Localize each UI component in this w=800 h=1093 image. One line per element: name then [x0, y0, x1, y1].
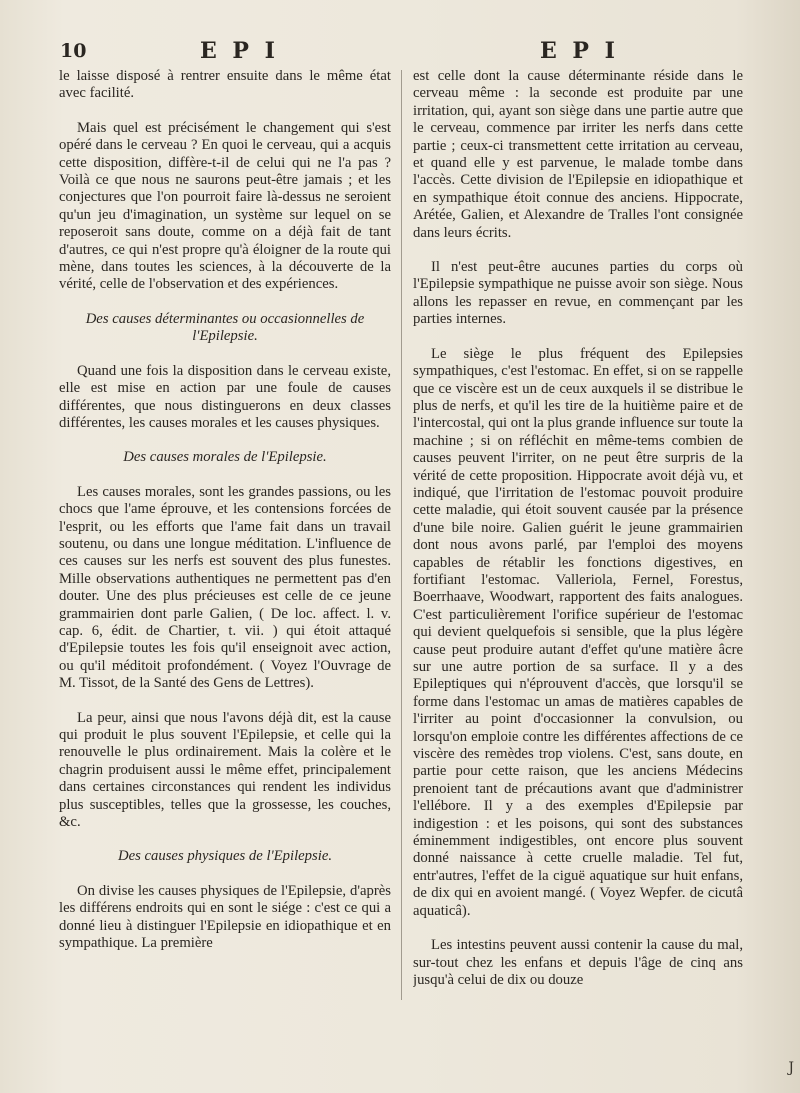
section-heading: Des causes déterminantes ou occasionnelles de l'Epilepsie. [85, 310, 365, 345]
page-number: 10 [60, 40, 87, 62]
paragraph: Les intestins peuvent aussi contenir la cause du mal, sur-tout chez les enfans et depuis l'âge de cinq ans jusqu'à celui de dix ou douze [413, 937, 743, 988]
paragraph: Il n'est peut-être aucunes parties du corps où l'Epilepsie sympathique ne puisse avoir son siège. Nous allons les repasser en revue, en commençant par les parties internes. [413, 259, 743, 328]
paragraph: Les causes morales, sont les grandes passions, ou les chocs que l'ame éprouve, et les contensions forcées de l'esprit, ou les efforts que l'ame fait dans un travail soutenu, ou dans une longue méditation. L'influence de ces causes sur les nerfs est souvent des plus funestes. Mille observations authentiques ne permettent pas d'en douter. Une des plus précieuses est celle de ce jeune grammairien dont parle Galien, ( De loc. affect. l. v. cap. 6, édit. de Chartier, t. vii. ) qui étoit attaqué d'Epilepsie toutes les fois qu'il enseignoit avec action, ou qu'il méditoit profondément. ( Voyez l'Ouvrage de M. Tissot, de la Santé des Gens de Lettres). [59, 483, 391, 692]
paragraph: Le siège le plus fréquent des Epilepsies sympathiques, c'est l'estomac. En effet, si on se rappelle que ce viscère est un de ceux auxquels il se distribue le plus de nerfs, et qu'il les tire de la huitième paire et de l'intercostal, qui ont la plus grande influence sur toute la machine ; si on réfléchit en même-tems combien de causes peuvent l'irriter, on ne peut être surpris de la vérité de cette proposition. Hippocrate avoit déjà vu, et indiqué, que l'irritation de l'estomac pouvoit produire cette maladie, qui étoit souvent causée par la présence d'une bile noire. Galien guérit le jeune grammairien dont nous avons parlé, par l'emploi des moyens capables de rétablir les fonctions digestives, en fortifiant l'estomac. Valleriola, Fernel, Forestus, Boerrhaave, Woodwart, rapportent des faits analogues. C'est particulièrement l'orifice supérieur de l'estomac qui devient quelquefois si sensible, que la plus légère cause peut produire autant d'effet qu'une matière âcre sur une autre portion de sa surface. Il y a des Epileptiques qui n'éprouvent d'accès, que lorsqu'il se forme dans l'estomac un amas de matières capables de l'irriter au point d'occasionner la convulsion, ou lorsqu'on emploie contre les différentes affections de ce viscère des remèdes trop violens. C'est, sans doute, en partie pour cette raison, que les anciens Médecins prenoient tant de précautions avant que d'administrer l'ellébore. Il y a des exemples d'Epilepsie par indigestion : et les poisons, qui sont des substances éminemment indigestibles, ont encore plus souvent donné naissance à cette cruelle maladie. Tel fut, entr'autres, l'effet de la ciguë aquatique sur huit enfans, de dix qui en avoient mangé. ( Voyez Wepfer. de cicutâ aquaticâ). [413, 345, 743, 919]
section-heading: Des causes morales de l'Epilepsie. [123, 449, 327, 466]
running-head-left: E P I [200, 38, 279, 64]
section-heading: Des causes physiques de l'Epilepsie. [117, 848, 333, 865]
paragraph: La peur, ainsi que nous l'avons déjà dit, est la cause qui produit le plus souvent l'Epilepsie, et celle qui la renouvelle le plus ordinairement. Mais la colère et le chagrin produisent aussi le même effet, principalement dans certaines circonstances qui rendent les individus plus susceptibles, telles que la grossesse, les couches, &c. [59, 709, 391, 831]
paragraph: le laisse disposé à rentrer ensuite dans le même état avec facilité. [59, 68, 391, 102]
left-column [59, 68, 391, 1083]
paragraph: est celle dont la cause déterminante réside dans le cerveau même : la seconde est produite par une irritation, qui, ayant son siège dans une partie autre que le cerveau, commence par irriter les nerfs dans cette partie ; ceux-ci transmettent cette irritation au cerveau, et quand elle y est parvenue, le malade tombe dans l'accès. Cette division de l'Epilepsie en idiopathique et en sympathique étoit connue des anciens. Hippocrate, Arétée, Galien, et Alexandre de Tralles l'ont consignée dans leurs écrits. [413, 68, 743, 241]
paragraph: Mais quel est précisément le changement qui s'est opéré dans le cerveau ? En quoi le cerveau, qui a acquis cette disposition, diffère-t-il de celui qui ne l'a pas ? Voilà ce que nous ne saurons peut-être jamais ; et les conjectures que l'on pourroit faire là-dessus ne seroient qu'un jeu d'imagination, un système sur lequel on se reposeroit sans doute, comme on a déjà fait de tant d'autres, ce qui n'est propre qu'à éloigner de la route qui mène, dans toutes les sciences, à la découverte de la vérité, celle de l'observation et des expériences. [59, 119, 391, 293]
running-head-right: E P I [540, 38, 619, 64]
paragraph: Quand une fois la disposition dans le cerveau existe, elle est mise en action par une foule de causes différentes, que nous distinguerons en deux classes différentes, les causes morales et les causes physiques. [59, 362, 391, 431]
column-divider [401, 70, 402, 1000]
page-header [0, 38, 800, 68]
paragraph: On divise les causes physiques de l'Epilepsie, d'après les différens endroits qui en sont le siége : c'est ce qui a donné lieu à distinguer l'Epilepsie en idiopathique et en sympathique. La première [59, 882, 391, 952]
page-edge-mark: J [788, 1060, 794, 1076]
right-column [413, 68, 743, 1083]
